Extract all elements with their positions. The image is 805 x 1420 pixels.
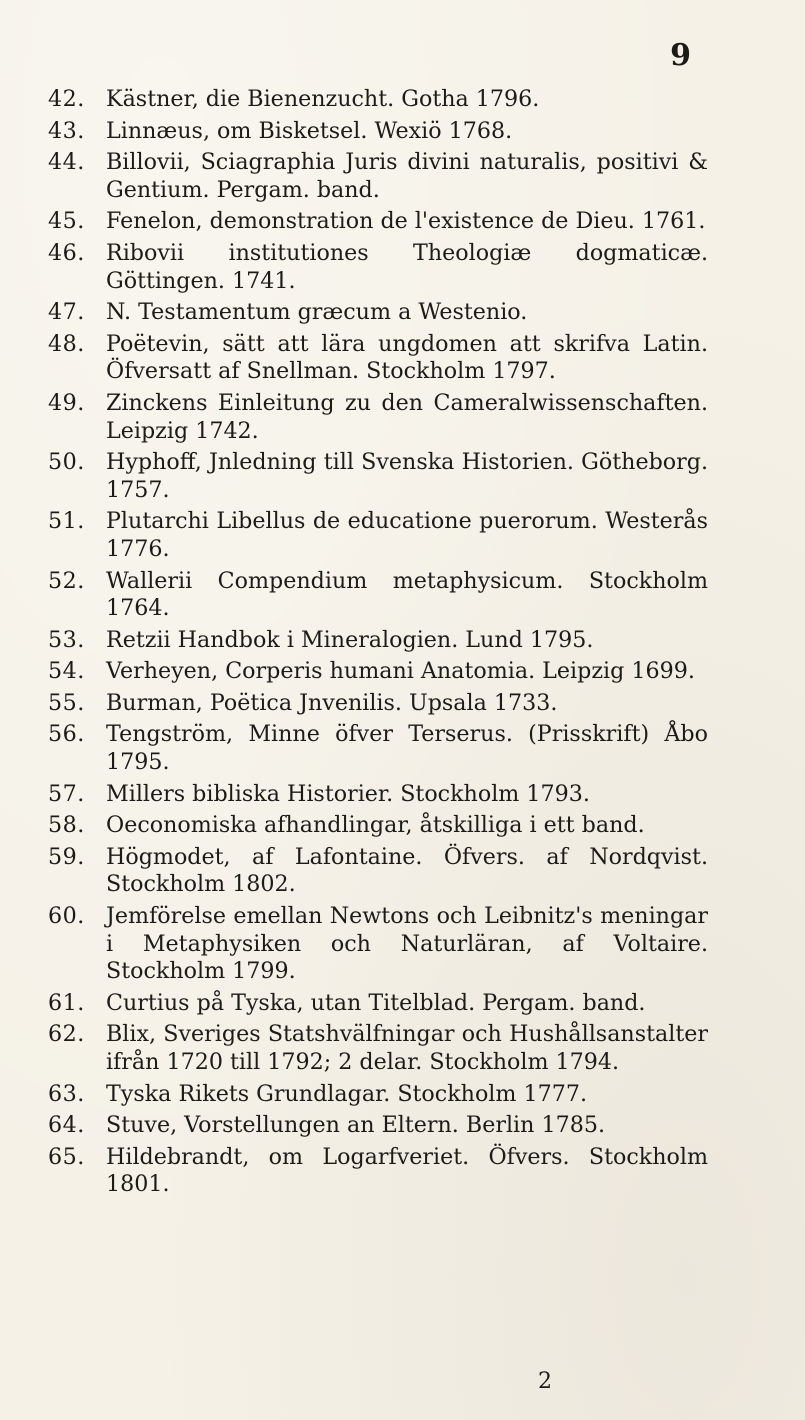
catalog-entry [48,299,708,327]
entry-number: 58. [48,812,85,839]
entry-number: 45. [48,208,85,235]
entry-text: N. Testamentum græcum a Westenio. [106,299,528,326]
entry-text: Retzii Handbok i Mineralogien. Lund 1795. [106,626,594,653]
catalog-entry [48,118,708,146]
entry-number: 46. [48,239,85,266]
entry-text: Fenelon, demonstration de l'existence de Dieu. 1761. [106,208,706,235]
entry-text: Ribovii institutiones Theologiæ dogmaticæ. Göttingen. 1741. [106,239,708,294]
catalog-entry [48,149,708,204]
printer-signature: 2 [538,1369,552,1394]
catalog-entry [48,508,708,563]
entry-number: 53. [48,626,85,653]
catalog-entry [48,627,708,655]
entry-number: 51. [48,508,85,535]
entry-number: 59. [48,843,85,870]
entry-number: 60. [48,903,85,930]
entry-number: 65. [48,1143,85,1170]
entry-number: 56. [48,721,85,748]
entry-number: 50. [48,449,85,476]
entry-text: Verheyen, Corperis humani Anatomia. Leipzig 1699. [106,658,695,685]
entry-number: 52. [48,567,85,594]
catalog-entry [48,812,708,840]
catalog-entry [48,1021,708,1076]
entry-number: 42. [48,86,85,112]
catalog-list [48,86,708,1199]
entry-text: Burman, Poëtica Jnvenilis. Upsala 1733. [106,689,558,716]
catalog-entry [48,1081,708,1109]
entry-text: Hyphoff, Jnledning till Svenska Historien. Götheborg. 1757. [106,449,708,503]
entry-number: 47. [48,299,85,326]
entry-text: Kästner, die Bienenzucht. Gotha 1796. [106,86,540,112]
entry-number: 43. [48,117,85,144]
entry-number: 61. [48,989,85,1016]
entry-text: Tengström, Minne öfver Terserus. (Prisskrift) Åbo 1795. [106,721,708,776]
entry-text: Poëtevin, sätt att lära ungdomen att skrifva Latin. Öfversatt af Snellman. Stockholm 1797. [106,330,708,385]
catalog-entry [48,240,708,295]
page-number: 9 [670,38,692,73]
entry-text: Hildebrandt, om Logarfveriet. Öfvers. Stockholm 1801. [106,1143,708,1198]
entry-text: Oeconomiska afhandlingar, åtskilliga i ett band. [106,812,645,839]
entry-number: 63. [48,1080,85,1107]
entry-text: Stuve, Vorstellungen an Eltern. Berlin 1785. [106,1112,606,1139]
entry-text: Högmodet, af Lafontaine. Öfvers. af Nordqvist. Stockholm 1802. [106,843,708,898]
entry-number: 55. [48,689,85,716]
entry-number: 49. [48,389,85,416]
entry-text: Wallerii Compendium metaphysicum. Stockholm 1764. [106,567,708,622]
catalog-entry [48,331,708,386]
catalog-entry [48,208,708,236]
entry-text: Jemförelse emellan Newtons och Leibnitz's meningar i Metaphysiken och Naturläran, af Voltaire. Stockholm 1799. [106,903,708,985]
catalog-entry [48,1144,708,1199]
entry-number: 62. [48,1021,85,1048]
catalog-entry [48,658,708,686]
catalog-entry [48,990,708,1018]
entry-number: 48. [48,330,85,357]
catalog-entry [48,86,708,114]
catalog-entry [48,449,708,504]
catalog-entry [48,1112,708,1140]
entry-number: 44. [48,149,85,176]
catalog-entry [48,903,708,986]
entry-text: Curtius på Tyska, utan Titelblad. Pergam. band. [106,989,646,1016]
catalog-entry [48,390,708,445]
catalog-entry [48,690,708,718]
entry-number: 57. [48,780,85,807]
entry-text: Linnæus, om Bisketsel. Wexiö 1768. [106,117,513,144]
entry-text: Plutarchi Libellus de educatione puerorum. Westerås 1776. [106,508,708,562]
entry-text: Billovii, Sciagraphia Juris divini naturalis, positivi & Gentium. Pergam. band. [106,149,708,203]
entry-text: Millers bibliska Historier. Stockholm 1793. [106,780,590,807]
entry-text: Zinckens Einleitung zu den Cameralwissenschaften. Leipzig 1742. [106,389,708,444]
catalog-entry [48,844,708,899]
catalog-entry [48,568,708,623]
catalog-entry [48,721,708,776]
entry-number: 54. [48,658,85,685]
catalog-entry [48,781,708,809]
entry-text: Blix, Sveriges Statshvälfningar och Hushållsanstalter ifrån 1720 till 1792; 2 delar. Stockholm 1794. [106,1021,708,1075]
entry-number: 64. [48,1112,85,1139]
entry-text: Tyska Rikets Grundlagar. Stockholm 1777. [106,1080,588,1107]
